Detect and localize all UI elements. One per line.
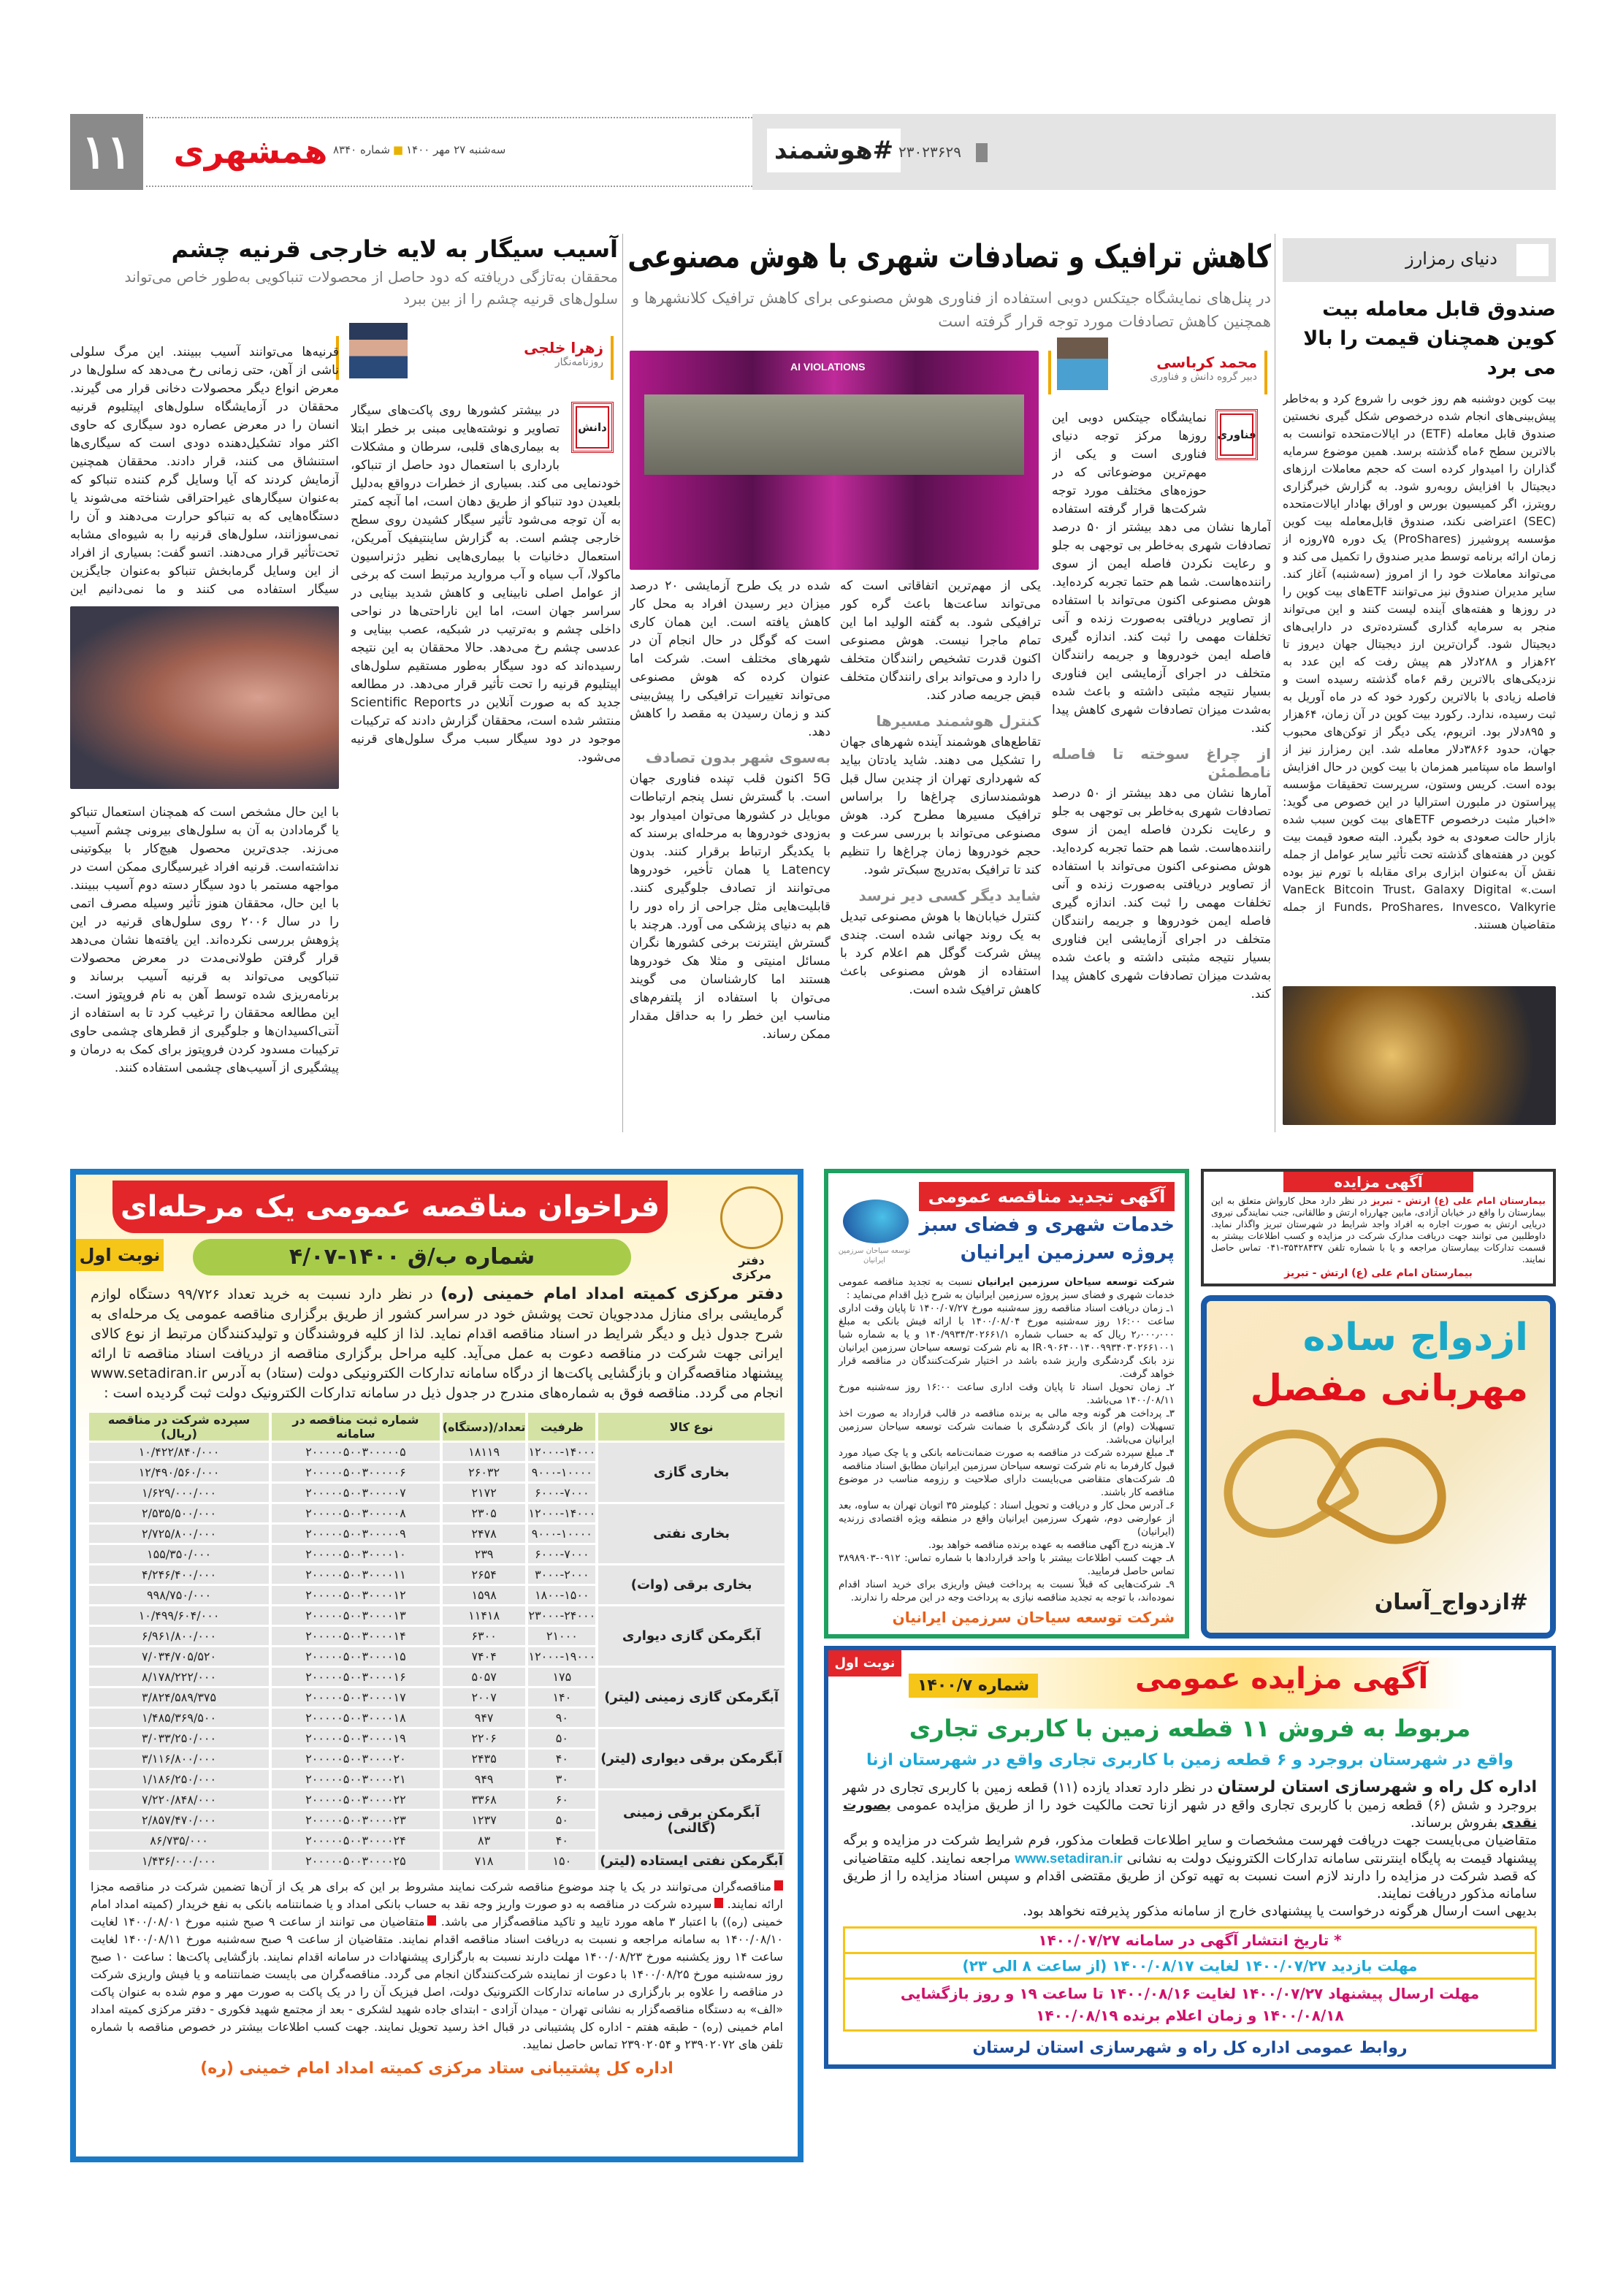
divider [146,186,752,188]
product-type-cell: بخاری گازی [598,1443,785,1502]
issue-number: شماره ۸۳۴۰ [333,143,390,156]
divider [622,234,623,1132]
auction-body [828,1779,1551,1921]
auction-subtitle-2: واقع در شهرستان بروجرد و ۶ قطعه زمین با کاربری تجاری واقع در شهرستان ازنا [866,1751,1514,1769]
renewal-title: خدمات شهری و فضای سبز [919,1214,1175,1236]
deposit-cell: ۹۹۸/۷۵۰/۰۰۰ [89,1586,269,1604]
table-header: سپرده شرکت در مناقصه (ریال) [89,1413,269,1441]
renewal-item: ۲ـ زمان تحویل اسناد تا پایان وقت اداری ساعت ۱۶:۰۰ روز سه‌شنبه مورخ ۱۴۰۰/۰۸/۱۱ می‌باشد. [839,1381,1175,1406]
deposit-cell: ۱/۶۲۹/۰۰۰/۰۰۰ [89,1484,269,1502]
table-header: تعداد/(دستگاه) [443,1413,526,1441]
category-tag: دانش [571,402,614,453]
capacity-cell: ۶۰۰۰-۷۰۰۰ [528,1484,595,1502]
deposit-cell: ۱۰/۴۹۹/۶۰۴/۰۰۰ [89,1606,269,1625]
ads-row [824,1169,1556,1639]
table-row [89,1606,785,1625]
imam-khomeini-relief-logo [720,1186,783,1249]
capacity-cell: ۹۰ [528,1709,595,1727]
renewal-org: شرکت توسعه سیاحان سرزمین ایرانیان [977,1276,1175,1288]
auction-date: * تاریخ انتشار آگهی در سامانه ۱۴۰۰/۰۷/۲۷ [845,1929,1535,1954]
sayahan-logo [843,1200,909,1243]
capacity-cell: ۶۰ [528,1790,595,1809]
quantity-cell: ۲۶۵۴ [443,1565,526,1584]
article-text: آمارها نشان می دهد بیشتر از ۵۰ درصد تصادفات شهری به‌خاطر بی توجهی به جلو و رعایت نکردن فاصله ایمن از سوی راننده‌هاست. شما هم حتما تجربه کرده‌اید. هوش مصنوعی اکنون می‌تواند با استفاده از تصاویر دریافتی به‌صورت زنده و آنی تخلفات مهمی را ثبت کند. اندازه گیری فاصله ایمن خودروها و جریمه رانندگان متخلف در اجرای آزمایشی این فناوری بسیار نتیجه مثبتی داشته و باعث شده به‌شدت میزان تصادفات شهری کاهش پیدا کند. [1052,520,1271,736]
registration-number-cell: ۲۰۰۰۰۰۵۰۰۳۰۰۰۰۰۸ [272,1504,440,1522]
table-row [89,1790,785,1809]
table-row [89,1729,785,1747]
capacity-cell: ۱۵۰ [528,1852,595,1870]
deposit-cell: ۱/۱۸۶/۲۵۰/۰۰۰ [89,1770,269,1788]
quantity-cell: ۱۱۴۱۸ [443,1606,526,1625]
capacity-cell: ۱۴۰ [528,1688,595,1706]
crypto-body: بیت کوین دوشنبه هم روز خوبی را شروع کرد و به‌خاطر پیش‌بینی‌های انجام شده درخصوص شکل گیری نخستین صندوق قابل معامله (ETF) در ایالات‌متحده توانست به بالاترین سطح ۶ماه گذشته برسد. همین موضوع سرمایه گذاران را امیدوار کرده است که حجم معاملات ارزهای دیجیتال با افزایش روبه‌رو شود. به گزارش خبرگزاری رویترز، اگر کمیسیون بورس و اوراق بهادار ایالات‌متحده (SEC) اعتراضی نکند، صندوق قابل‌معامله بیت کوین مؤسسه پروشیرز (ProShares) یک دوره ۷۵روزه از زمان ارائه برنامه توسط مدیر صندوق را تکمیل می کند و می‌تواند معاملات خود را از امروز (سه‌شنبه) آغاز کند. سایر مدیران صندوق نیز می‌توانند ETFهای بیت کوین را در روزها و هفته‌های آینده لیست کنند و این می‌تواند منجر به سرمایه گذاری گسترده‌تری در دارایی‌های دیجیتال شود. گران‌ترین ارز دیجیتال جهان دیروز تا ۶۲هزار و ۲۸۸دلار هم پیش رفت که این عدد به نزدیکی‌های بالاترین رقم ۶ماه گذشته رسیده است و فاصله زیادی با بالاترین رکورد خود که در ماه آوریل به ثبت رسیده، ندارد. رکورد بیت کوین در آن زمان، ۶۴هزار و ۸۹۵دلار بود. اتریوم، یکی دیگر از توکن‌های محبوب جهان، حدود ۳۸۶۶دلار معامله شد. این رمزارز نیز از اواسط ماه سپتامبر همزمان با بیت کوین در حال افزایش بوده است. کریس وستون، سرپرست تحقیقات مؤسسه پپراستون در ملبورن استرالیا در این خصوص می گوید: «اخبار مثبت درخصوص ETFهای بیت کوین سبب شده بازار حالت صعودی به خود بگیرد. البته صعود قیمت بیت کوین در هفته‌های گذشته تحت تأثیر سایر عوامل از جمله نقش آن به‌عنوان ابزاری برای مقابله با تورم نیز بوده است.» VanEck Bitcoin Trust، Galaxy Digital Funds، ProShares، Invesco، Valkyrie از جمله متقاضیان هستند. [1283,392,1556,931]
quantity-cell: ۲۴۳۵ [443,1750,526,1768]
smoking-photo [70,606,339,789]
registration-number-cell: ۲۰۰۰۰۰۵۰۰۳۰۰۰۰۲۴ [272,1831,440,1850]
round-badge: نوبت اول [76,1239,164,1271]
quantity-cell: ۲۶۰۳۲ [443,1463,526,1481]
subheading: به‌سوی شهر بدون تصادف [645,749,831,766]
deposit-cell: ۲/۵۳۵/۵۰۰/۰۰۰ [89,1504,269,1522]
land-auction-ad [824,1646,1556,2069]
renewal-item: ۹ـ شرکت‌هایی که قبلاً نسبت به پرداخت فیش واریزی برای خرید اسناد اقدام نموده‌اند، با توجه به تجدید مناقصه نیازی به پرداخت وجه در این مرحله را ندارند. [839,1579,1175,1603]
product-type-cell: آبگرمکن نفتی ایستاده (لیتر) [598,1852,785,1870]
traffic-headline[interactable]: کاهش ترافیک و تصادفات شهری با هوش مصنوعی [627,238,1271,275]
quantity-cell: ۲۰۰۷ [443,1688,526,1706]
eye-column-2: قرنیه‌ها می‌توانند آسیب ببینند. این مرگ سلولی ناشی از آهن، حتی زمانی رخ می‌دهد که سلول‌ها در معرض انواع دیگر محصولات دخانی قرار می گیرند. محققان در آزمایشگاه سلول‌های اپیتلیوم قرنیه انسان را در معرض عصاره دود سیگاری که حاوی اکثر مواد تشکیل‌دهنده دودی است که سیگاری‌ها استنشاق می کنند، قرار دادند. محققان همچنین آزمایش کردند که آیا وسایل گرم کننده تنباکو که به‌عنوان سیگارهای غیراحتراقی شناخته می‌شوند یا دستگاه‌هایی که به تنباکو حرارت می‌دهند و آن را نمی‌سوزانند، سلول‌های قرنیه را به شیوه‌ای مشابه تحت‌تأثیر قرار می‌دهند. اتسو گفت: بسیاری از افراد از این وسایل گرمابخش تنباکو به‌عنوان جایگزین سیگار استفاده می کنند و ما نمی‌دانیم این [70,345,339,597]
table-row [89,1852,785,1870]
auction-text: متقاضیان می‌بایست جهت دریافت فهرست مشخصات و سایر اطلاعات قطعات مذکور، فرم شرایط شرکت در مزایده و برگه پیشنهاد قیمت به پایگاه اینترنتی سامانه تدارکات الکترونیک دولت به نشانی [843,1833,1537,1866]
capacity-cell: ۶۰۰۰-۷۰۰۰ [528,1545,595,1563]
product-type-cell: آبگرمکن برقی دیواری (لیتر) [598,1729,785,1788]
capacity-cell: ۱۲۰۰۰-۱۹۰۰۰ [528,1647,595,1666]
auction-body [1211,1195,1546,1265]
capacity-cell: ۱۸۰۰-۱۵۰۰ [528,1586,595,1604]
cash-sale: بصورت نقدی [843,1798,1537,1831]
renewal-item: ۸ـ جهت کسب اطلاعات بیشتر با واحد قراردادها با شماره تماس: ۰۹۱۲-۳۸۹۸۹۰۳ تماس حاصل فرمایید. [839,1552,1175,1577]
tender-intro-text: در نظر دارد نسبت به خرید تعداد ۹۹/۷۲۶ دستگاه لوازم گرمایشی برای منازل مددجویان تحت پوشش خود در سراسر کشور از طریق برگزاری مناقصه عمومی یک مرحله‌ای به شرح جدول ذیل و دیگر شرایط در اسناد مناقصه اقدام نماید. لذا از کلیه فروشندگان و تولیدکنندگان مرتبط از نوع کالای ایرانی جهت شرکت در مناقصه دعوت به عمل می‌آید. کلیه مراحل برگزاری مناقصه از دریافت اسناد مناقصه تا ارائه پیشنهاد مناقصه‌گران و بازگشایی پاکت‌ها از درگاه سامانه تدارکات الکترونیکی دولت (ستاد) به آدرس www.setadiran.ir انجام می گردد. مناقصه فوق به شماره‌های مندرج در جدول ذیل در سامانه تدارکات الکترونیک دولت ثبت گردیده است : [91,1286,783,1401]
table-row [89,1443,785,1461]
renewal-title: پروژه سرزمین ایرانیان [960,1242,1175,1264]
table-header: شماره ثبت مناقصه در سامانه [272,1413,440,1441]
author-name: محمد کرباسی [1156,354,1257,371]
eye-headline[interactable]: آسیب سیگار به لایه خارجی قرنیه چشم [171,235,618,263]
auction-date: مهلت ارسال پیشنهاد ۱۴۰۰/۰۷/۲۷ لغایت ۱۴۰۰/۰۸/۱۶ تا ساعت ۱۹ و روز بازگشایی ۱۴۰۰/۰۸/۱۸ و زمان اعلام برنده ۱۴۰۰/۰۸/۱۹ [900,1985,1480,2024]
capacity-cell: ۹۰۰۰-۱۰۰۰۰ [528,1525,595,1543]
quantity-cell: ۱۵۹۸ [443,1586,526,1604]
renewal-footer: شرکت توسعه سیاحان سرزمین ایرانیان [892,1609,1175,1626]
phone-icon [976,143,988,162]
registration-number-cell: ۲۰۰۰۰۰۵۰۰۳۰۰۰۰۱۰ [272,1545,440,1563]
registration-number-cell: ۲۰۰۰۰۰۵۰۰۳۰۰۰۰۲۱ [272,1770,440,1788]
renewal-item: ۱ـ زمان دریافت اسناد مناقصه روز سه‌شنبه مورخ ۱۴۰۰/۰۷/۲۷ تا پایان وقت اداری ساعت ۱۶:۰۰ روز سه‌شنبه مورخ ۱۴۰۰/۰۸/۰۴ با ارائه فیش بانکی به مبلغ ۲٫۰۰۰٫۰۰۰ ریال که به حساب شماره ۱۴۰/۹۹۳۴/۳۰۲۶۶۱/۱ و یا به شماره شبا IR۰۹۰۶۴۰۰۱۴۰۰۹۹۳۴۰۳۰۲۶۶۱۰۰۱ به نام شرکت توسعه سیاحان سرزمین ایرانیان نزد بانک گردشگری واریز شده باشد در اختیار شرکت‌کنندگان در مناقصه قرار خواهد گرفت. [839,1303,1175,1380]
auction-banner: آگهی مزایده [1283,1172,1473,1192]
author-photo [349,323,408,378]
deposit-cell: ۱۲/۴۹۰/۵۶۰/۰۰۰ [89,1463,269,1481]
registration-number-cell: ۲۰۰۰۰۰۵۰۰۳۰۰۰۰۱۹ [272,1729,440,1747]
quantity-cell: ۹۴۹ [443,1770,526,1788]
registration-number-cell: ۲۰۰۰۰۰۵۰۰۳۰۰۰۰۲۳ [272,1811,440,1829]
quantity-cell: ۱۲۳۷ [443,1811,526,1829]
author-photo [1057,337,1108,390]
table-header: نوع کالا [598,1413,785,1441]
bullet-icon [714,1898,723,1908]
crypto-article [1283,295,1556,979]
renewal-tender-ad [824,1169,1189,1639]
section-hashtag[interactable]: #هوشمند [767,129,901,172]
deposit-cell: ۸۶/۷۳۵/۰۰۰ [89,1831,269,1850]
tender-note: سپرده شرکت در مناقصه به دو صورت واریز وجه نقد به حساب بانکی امداد و یا ضمانتنامه بانکی به نفع خریدار (کمیته امداد امام خمینی (ره)) با اعتبار ۳ ماهه مورد تایید و تاکید مناقصه‌گزار می باشد. [91,1897,784,1929]
article-text: نمایشگاه جیتکس دوبی این روزها مرکز توجه دنیای فناوری است و یکی از مهم‌ترین موضوعاتی که در حوزه‌های مختلف مورد توجه شرکت‌ها قرار گرفته استفاده [1052,411,1207,516]
quantity-cell: ۸۳ [443,1831,526,1850]
auction-text: مراجعه نمایند. کلیه متقاضیانی که قصد شرکت در مزایده را دارند لازم است نسبت به تهیه توکن از طریق مقتضی اقدام و سپس اسناد مزایده را از طریق سامانه مذکور دریافت نمایند. [843,1851,1537,1902]
column-header [1283,238,1556,282]
renewal-body [828,1275,1185,1604]
deposit-cell: ۱۰/۴۲۲/۸۴۰/۰۰۰ [89,1443,269,1461]
bullet-icon [427,1915,436,1926]
deposit-cell: ۶/۹۶۱/۸۰۰/۰۰۰ [89,1627,269,1645]
auction-text: بفروش برساند. [1410,1815,1503,1831]
product-type-cell: آبگرمکن گازی زمینی (لیتر) [598,1668,785,1727]
photo-screens [644,394,1024,475]
capacity-cell: ۹۰۰۰-۱۰۰۰۰ [528,1463,595,1481]
quantity-cell: ۲۳۹ [443,1545,526,1563]
registration-number-cell: ۲۰۰۰۰۰۵۰۰۳۰۰۰۰۱۴ [272,1627,440,1645]
tender-table [86,1411,787,1872]
logo-caption: دفتر مرکزی [732,1254,771,1281]
gold-heart-ring-icon [1313,1417,1466,1564]
traffic-lead: در پنل‌های نمایشگاه جیتکس دوبی استفاده از فناوری هوش مصنوعی برای کاهش ترافیک کلانشهرها و همچنین کاهش تصادفات مورد توجه قرار گرفته است [632,289,1271,330]
renewal-header [828,1173,1185,1275]
divider [146,117,752,119]
registration-number-cell: ۲۰۰۰۰۰۵۰۰۳۰۰۰۰۱۶ [272,1668,440,1686]
renewal-intro: نسبت به تجدید مناقصه عمومی خدمات شهری و فضای سبز پروژه سرزمین ایرانیان به شرح ذیل اقدام می‌نماید : [839,1276,1175,1301]
tender-title: فراخوان مناقصه عمومی یک مرحله‌ای [112,1181,668,1233]
renewal-item: ۳ـ پرداخت هر گونه وجه مالی به برنده مناقصه در قالب قرارداد به صورت اخذ تسهیلات (وام) از بانک گردشگری با ضمانت شرکت توسعه سیاحان سرزمین ایرانیان می‌باشد. [839,1408,1175,1446]
registration-number-cell: ۲۰۰۰۰۰۵۰۰۳۰۰۰۰۱۵ [272,1647,440,1666]
hospital-auction-ad [1201,1169,1556,1286]
deposit-cell: ۲/۸۵۷/۴۷۰/۰۰۰ [89,1811,269,1829]
author-byline [336,336,614,380]
registration-number-cell: ۲۰۰۰۰۰۵۰۰۳۰۰۰۰۰۶ [272,1463,440,1481]
tender-table-wrap [76,1403,798,1872]
registration-number-cell: ۲۰۰۰۰۰۵۰۰۳۰۰۰۰۲۵ [272,1852,440,1870]
registration-number-cell: ۲۰۰۰۰۰۵۰۰۳۰۰۰۰۱۲ [272,1586,440,1604]
campaign-hashtag[interactable]: #ازدواج_آسان [1374,1590,1528,1615]
auction-number: شماره ۱۴۰۰/۷ [909,1674,1038,1698]
article-text: کنترل خیابان‌ها با هوش مصنوعی تبدیل به یک روند جهانی شده است. چندی پیش شرکت گوگل هم اعلام کرد با استفاده از هوش مصنوعی باعث کاهش ترافیک شده است. [840,909,1041,997]
traffic-headline-wrap [628,235,1271,279]
quantity-cell: ۵۰۵۷ [443,1668,526,1686]
deposit-cell: ۳/۰۳۳/۲۵۰/۰۰۰ [89,1729,269,1747]
renewal-item: ۵ـ شرکت‌های متقاضی می‌بایست دارای صلاحیت و رزومه مناسب در موضوع مناقصه کار باشند. [839,1473,1175,1498]
registration-number-cell: ۲۰۰۰۰۰۵۰۰۳۰۰۰۰۱۸ [272,1709,440,1727]
eye-heading-block [70,232,618,310]
quantity-cell: ۹۴۷ [443,1709,526,1727]
crypto-headline[interactable]: صندوق قابل معامله بیت کوین همچنان قیمت را بالا می برد [1303,298,1556,379]
renewal-item: ۴ـ مبلغ سپرده شرکت در مناقصه به صورت ضمانت‌نامه بانکی و یا چک صیاد مورد قبول کارفرما به نام شرکت توسعه سیاحان سرزمین ایرانیان مطابق اسناد مناقصه [839,1447,1175,1472]
registration-number-cell: ۲۰۰۰۰۰۵۰۰۳۰۰۰۰۱۷ [272,1688,440,1706]
marriage-campaign-ad [1201,1295,1556,1639]
subheading: شاید دیگر کسی دیر نرسد [858,887,1041,904]
tender-header [76,1175,798,1281]
deposit-cell: ۳/۸۲۴/۵۸۹/۳۷۵ [89,1688,269,1706]
capacity-cell: ۴۰ [528,1750,595,1768]
registration-number-cell: ۲۰۰۰۰۰۵۰۰۳۰۰۰۰۰۵ [272,1443,440,1461]
logo-caption: توسعه سیاحان سرزمین ایرانیان [838,1247,911,1265]
capacity-cell: ۱۲۰۰۰-۱۴۰۰۰ [528,1443,595,1461]
campaign-line-1: ازدواج ساده [1302,1316,1528,1359]
article-text: تقاطع‌های هوشمند آینده شهرهای جهان را تشکیل می دهند. شاید یادتان بیاید که شهرداری تهران از چندین سال قبل هوشمندسازی چراغ‌ها را براساس ترافیک مسیرها مطرح کرد. هوش مصنوعی می‌تواند با بررسی سرعت و حجم خودروها زمان چراغ‌ها را تنظیم کند تا ترافیک به‌تدریج سبک‌تر شود. [840,735,1041,877]
article-text: یکی از مهم‌ترین اتفاقاتی است که می‌تواند ساعت‌ها باعث گره کور ترافیکی شود. به گفته الولید اما این تمام ماجرا نیست. هوش مصنوعی اکنون قدرت تشخیص رانندگان متخلف را دارد و می‌تواند برای رانندگان متخلف قبض جریمه صادر کند. [840,579,1041,703]
round-badge: نوبت اول [828,1650,901,1677]
capacity-cell: ۵۰ [528,1729,595,1747]
auction-subtitle: مربوط به فروش ۱۱ قطعه زمین با کاربری تجاری [909,1715,1471,1742]
auction-footer: روابط عمومی اداره کل راه و شهرسازی استان لرستان [972,2039,1408,2057]
capacity-cell: ۲۱۰۰۰ [528,1627,595,1645]
table-header: ظرفیت [528,1413,595,1441]
author-name: زهرا خلجی [524,339,603,356]
deposit-cell: ۷/۲۲۰/۸۴۸/۰۰۰ [89,1790,269,1809]
ai-traffic-photo [630,351,1039,570]
quantity-cell: ۲۳۰۵ [443,1504,526,1522]
auction-text: بدیهی است ارسال هرگونه درخواست یا پیشنهادی خارج از سامانه مذکور پذیرفته نخواهد بود. [1022,1904,1537,1919]
deposit-cell: ۴/۲۴۶/۴۰۰/۰۰۰ [89,1565,269,1584]
newspaper-logo: همشهری [173,131,328,171]
column-header-icon [1516,244,1549,276]
column-title: دنیای رمزارز [1405,248,1497,269]
issue-date: سه‌شنبه ۲۷ مهر ۱۴۰۰ [406,143,506,156]
deposit-cell: ۲/۷۲۵/۸۰۰/۰۰۰ [89,1525,269,1543]
tender-number: شماره ب/ق ۱۴۰۰-۴/۰۷ [193,1239,631,1275]
eye-lead: محققان به‌تازگی دریافته که دود حاصل از محصولات تنباکویی به‌طور خاص می‌تواند سلول‌های قرنیه چشم را از بین ببرد [124,268,618,308]
table-row [89,1565,785,1584]
auction-header [828,1650,1551,1779]
capacity-cell: ۴۰ [528,1831,595,1850]
article-text: آمارها نشان می دهد بیشتر از ۵۰ درصد تصادفات شهری به‌خاطر بی توجهی به جلو و رعایت نکردن فاصله ایمن از سوی راننده‌هاست. شما هم حتما تجربه کرده‌اید. هوش مصنوعی اکنون می‌تواند با استفاده از تصاویر دریافتی به‌صورت زنده و آنی تخلفات مهمی را ثبت کند. اندازه گیری فاصله ایمن خودروها و جریمه رانندگان متخلف در اجرای آزمایشی این فناوری بسیار نتیجه مثبتی داشته و باعث شده به‌شدت میزان تصادفات شهری کاهش پیدا کند. [1052,786,1271,1002]
deposit-cell: ۱/۴۳۶/۰۰۰/۰۰۰ [89,1852,269,1870]
tender-notes [76,1872,798,2053]
registration-number-cell: ۲۰۰۰۰۰۵۰۰۳۰۰۰۰۰۷ [272,1484,440,1502]
photo-caption-text: AI VIOLATIONS [790,361,866,373]
article-text: شده در یک طرح آزمایشی ۲۰ درصد میزان دیر رسیدن افراد به محل کار کاهش یافته است. این همان کاری است که گوگل در حال انجام آن در شهرهای مختلف است. شرکت اما عنوان کرده که هوش مصنوعی می‌تواند تغییرات ترافیکی را پیش‌بینی کند و زمان رسیدن به مقصد را کاهش دهد. [630,579,831,739]
campaign-line-2: مهربانی مفصل [1250,1367,1528,1409]
bitcoin-photo [1283,986,1556,1125]
quantity-cell: ۶۳۰۰ [443,1627,526,1645]
deposit-cell: ۱/۴۸۵/۳۶۹/۵۰۰ [89,1709,269,1727]
author-role: دبیر گروه دانش و فناوری [1150,371,1257,383]
eye-column-1 [351,402,621,1132]
traffic-column-3 [630,577,831,1132]
article-text: 5G اکنون قلب تپنده فناوری جهان است. با گسترش نسل پنجم ارتباطات موبایل در کشورها می‌توان امیدوار بود به‌زودی خودروها به مرحله‌ای برسند که با یکدیگر ارتباط برقرار کنند. بدون Latency یا همان تأخیر، خودروها می‌توانند از تصادف جلوگیری کنند. قابلیت‌هایی مثل جراحی از راه دور را هم به دنیای پزشکی می آورد. هرچند با گسترش اینترنت برخی کشورها نگران مسائل امنیتی و مثلا هک خودروها هستند اما کارشناسان می گویند می‌توان با استفاده از پلتفرم‌های مناسب این خطر را به حداقل مقدار ممکن رساند. [630,771,831,1042]
capacity-cell: ۲۳۰۰۰-۲۴۰۰۰ [528,1606,595,1625]
author-role: روزنامه‌نگار [554,356,603,368]
registration-number-cell: ۲۰۰۰۰۰۵۰۰۳۰۰۰۰۲۰ [272,1750,440,1768]
renewal-item: ۶ـ آدرس محل کار و دریافت و تحویل اسناد : کیلومتر ۳۵ اتوبان تهران به ساوه، بعد از عوارضی دوم، شهرک سرزمین ایرانیان واقع در منطقه ویژه اقتصادی زرندیه (ایرانیان) [839,1500,1175,1538]
setadiran-link[interactable]: www.setadiran.ir [1015,1850,1123,1866]
ads-subcolumn [1201,1169,1556,1639]
article-text: در بیشتر کشورها روی پاکت‌های سیگار تصاویر و نوشته‌هایی مبنی بر خطر ابتلا به بیماری‌های قلبی، سرطان و مشکلات بارداری با استعمال دود حاصل از تنباکو، خودنمایی می کند. بسیاری از خطرات درواقع به‌دلیل بلعیدن دود تنباکو از طریق دهان است، اما آنچه کمتر به آن توجه می‌شود تأثیر سیگار کشیدن روی سطح خارجی چشم است. به گزارش ساینتیفیک آمریکن، استعمال دخانیات با بیماری‌هایی نظیر دژنراسیون ماکولا، آب سیاه و آب مروارید مرتبط است که برخی از عوامل اصلی نابینایی و کاهش شدید بینایی در سراسر جهان است، اما این ناراحتی‌ها در نواحی داخلی چشم و به‌ترتیب در شبکیه، عصب بینایی و عدسی چشم رخ می‌دهد. حالا محققان به این نتیجه رسیده‌اند که دود سیگار به‌طور مستقیم سلول‌های اپیتلیوم قرنیه را تحت تأثیر قرار می‌دهد. در مطالعه جدید که به صورت آنلاین در Scientific Reports منتشر شده است، محققان گزارش دادند که ترکیبات موجود در دود سیگار سبب مرگ سلول‌های قرنیه می‌شود. [351,403,621,765]
traffic-column-1 [1052,519,1271,1132]
deposit-cell: ۸/۱۷۸/۲۲۲/۰۰۰ [89,1668,269,1686]
tender-footer: اداره کل پشتیبانی ستاد مرکزی کمیته امداد امام خمینی (ره) [200,2059,673,2078]
tender-intro [76,1281,798,1403]
hospital-name: بیمارستان امام علی (ع) ارتش - تبریز [1371,1195,1546,1206]
phone-number: ۲۳۰۲۳۶۲۹ [898,143,961,161]
auction-text: در نظر دارد محل کارواش متعلق به این بیمارستان را واقع در خیابان آزادی، مابین چهارراه ارتش و طالقانی، جنب نمایندگی نیروی دریایی ارتش به صورت اجاره به افراد واجد شرایط در شهرستان تبریز واگذار نماید. داوطلبین می توانند جهت دریافت مدارک شرکت در مزایده و کسب اطلاعات بیشتر به قسمت تدارکات بیمارستان مراجعه و یا با شماره تلفن ۳۵۴۲۸۴۳۷-۰۴۱ تماس حاصل نمایند. [1211,1195,1546,1265]
product-type-cell: بخاری نفتی [598,1504,785,1563]
capacity-cell: ۳۰ [528,1770,595,1788]
registration-number-cell: ۲۰۰۰۰۰۵۰۰۳۰۰۰۰۱۱ [272,1565,440,1584]
quantity-cell: ۳۳۶۸ [443,1790,526,1809]
quantity-cell: ۲۱۷۲ [443,1484,526,1502]
auction-footer: بیمارستان امام علی (ع) ارتش - تبریز [1284,1267,1473,1279]
auction-dates-box [843,1926,1537,2032]
registration-number-cell: ۲۰۰۰۰۰۵۰۰۳۰۰۰۰۰۹ [272,1525,440,1543]
capacity-cell: ۵۰ [528,1811,595,1829]
quantity-cell: ۲۲۰۶ [443,1729,526,1747]
capacity-cell: ۱۷۵ [528,1668,595,1686]
page-number: ۱۱ [70,114,143,190]
auction-text: در نظر دارد تعداد یازده (۱۱) قطعه زمین با کاربری تجاری در شهر بروجرد و شش (۶) قطعه زمین با کاربری تجاری واقع در شهر ازنا تحت مالکیت خود را از طریق مزایده عمومی [843,1780,1537,1813]
author-byline [1048,351,1267,394]
tender-note: مناقصه‌گران می‌توانند در یک یا چند موضوع مناقصه شرکت نمایند مشروط بر این که برای هر یک از آن‌ها تضمین شرکت در مناقصه مجزا ارائه نمایند. [91,1880,784,1911]
quantity-cell: ۷۱۸ [443,1852,526,1870]
product-type-cell: آبگرمکن گازی دیواری [598,1606,785,1666]
capacity-cell: ۱۲۰۰۰-۱۴۰۰۰ [528,1504,595,1522]
product-type-cell: بخاری برقی (وات) [598,1565,785,1604]
deposit-cell: ۷/۰۳۴/۷۰۵/۵۲۰ [89,1647,269,1666]
quantity-cell: ۷۴۰۴ [443,1647,526,1666]
auction-org: اداره کل راه و شهرسازی استان لرستان [1217,1778,1538,1796]
deposit-cell: ۳/۱۱۶/۸۰۰/۰۰۰ [89,1750,269,1768]
quantity-cell: ۲۴۷۸ [443,1525,526,1543]
tender-ad [70,1169,804,2162]
eye-column-3: با این حال مشخص است که همچنان استعمال تنباکو یا گرمادادن به آن به سلول‌های بیرونی چشم آسیب می‌زند. جدی‌ترین محصول هیچ‌کار با بیکوتینی نداشته‌است. قرنیه افراد غیرسیگاری ممکن است در مواجهه مستمر با دود سیگار دسته دوم آسیب ببینند. با این حال، محققان هنوز تأثیر وسیله مصرف اتمی را در سال ۲۰۰۶ روی سلول‌های قرنیه در این پژوهش بررسی نکرده‌اند. این یافته‌ها نشان می‌دهد قرار گرفتن طولانی‌مدت در معرض محصولات تنباکویی می‌تواند به قرنیه آسیب برساند و برنامه‌ریزی شده توسط آهن به نام فروپتوز است. این مطالعه محققان را ترغیب کرد تا به استفاده از آنتی‌اکسیدان‌ها و جلوگیری از قطرهای چشمی حاوی ترکیبات مسدود کردن فروپتوز برای کمک به درمان و پیشگیری از آسیب‌های چشمی استفاده کنند. [70,805,339,1075]
product-type-cell: آبگرمکن برقی زمینی (گالنی) [598,1790,785,1850]
subheading: از چراغ سوخته تا فاصله نامطمئن [1052,745,1271,781]
bullet-icon [774,1880,783,1891]
category-tag: فناوری [1215,409,1258,460]
registration-number-cell: ۲۰۰۰۰۰۵۰۰۳۰۰۰۰۲۲ [272,1790,440,1809]
capacity-cell: ۳۰۰۰-۲۰۰۰ [528,1565,595,1584]
issue-info: سه‌شنبه ۲۷ مهر ۱۴۰۰■شماره ۸۳۴۰ [333,143,506,156]
renewal-banner: آگهی تجدید مناقصه عمومی [919,1182,1175,1211]
tender-org: دفتر مرکزی کمیته امداد امام خمینی (ره) [440,1285,783,1303]
deposit-cell: ۱۵۵/۳۵۰/۰۰۰ [89,1545,269,1563]
auction-title: آگهی مزایده عمومی [1135,1662,1429,1696]
tender-note: متقاضیان می توانند از ساعت ۹ صبح شنبه مورخ ۱۴۰۰/۰۸/۰۱ لغایت ۱۴۰۰/۰۸/۱۰ به سامانه مراجعه و نسبت به دریافت اسناد مناقصه اقدام نمایند. متقاضیان از ساعت ۹ صبح سه‌شنبه مورخ ۱۴۰۰/۰۸/۱۱ لغایت ساعت ۱۴ روز یکشنبه مورخ ۱۴۰۰/۰۸/۲۳ مهلت دارند نسبت به بارگزاری پیشنهادات در سامانه اقدام نمایند. بازگشایی پاکت‌ها : ساعت ۱۰ صبح روز سه‌شنبه مورخ ۱۴۰۰/۰۸/۲۵ با دعوت از نماینده شرکت‌کنندگان انجام می گردد. مناقصه‌گران می بایست ضمانتنامه و یا فیش واریزی شرکت در مناقصه را علاوه بر بارگزاری در سامانه تدارکات الکترونیک دولت، اصل فیزیک آن را در یک پاکت به صورت مهر و موم شده به عنوان پاکت «الف» به دستگاه مناقصه‌گزار به نشانی تهران - میدان آزادی - ابتدای جاده شهید لشکری - بعد از مجتمع شهید فکوری - دفتر مرکزی کمیته امداد امام خمینی (ره) - طبقه هفتم - اداره کل پشتیبانی در قبال اخذ رسید تحویل نمایند. جهت کسب اطلاعات بیشتر در خصوص مناقصه با شماره تلفن های ۲۳۹۰۲۰۷۲ و ۲۳۹۰۲۰۵۴ تماس حاصل نمایید. [91,1915,784,2051]
quantity-cell: ۱۸۱۱۹ [443,1443,526,1461]
registration-number-cell: ۲۰۰۰۰۰۵۰۰۳۰۰۰۰۱۳ [272,1606,440,1625]
table-row [89,1668,785,1686]
subheading: کنترل هوشمند مسیرها [876,712,1041,730]
traffic-column-2 [840,577,1041,1132]
auction-date: مهلت بازدید ۱۴۰۰/۰۷/۲۷ لغایت ۱۴۰۰/۰۸/۱۷ (از ساعت ۸ الی ۲۳) [845,1954,1535,1980]
tag-spacer [560,402,621,459]
ads-stack [824,1169,1556,2069]
table-row [89,1504,785,1522]
renewal-item: ۷ـ هزینه درج آگهی مناقصه به عهده برنده مناقصه خواهد بود. [928,1539,1175,1551]
